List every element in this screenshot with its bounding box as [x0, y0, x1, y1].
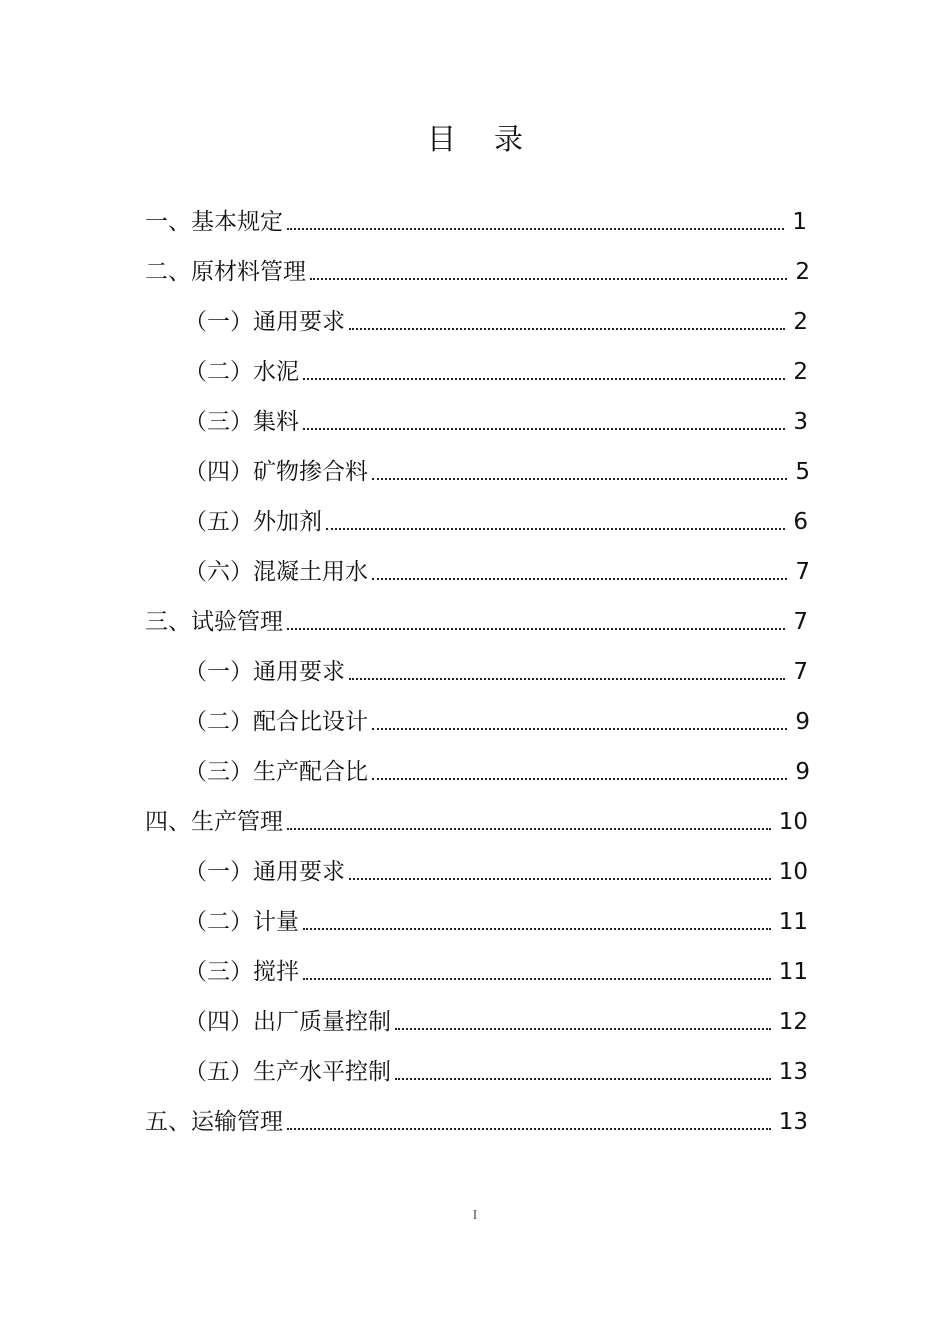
dot-leader	[395, 1076, 771, 1080]
toc-entry[interactable]	[184, 840, 808, 890]
dot-leader	[287, 626, 785, 630]
dot-leader	[326, 526, 785, 530]
toc-entry-page: 6	[793, 509, 808, 535]
dot-leader	[372, 476, 787, 480]
toc-entry-page: 9	[795, 709, 810, 735]
dot-leader	[372, 726, 787, 730]
toc-entry[interactable]	[184, 440, 810, 490]
toc-entry-page: 13	[778, 1059, 808, 1085]
dot-leader	[395, 1026, 771, 1030]
toc-entry[interactable]	[145, 790, 808, 840]
toc-entry[interactable]	[184, 940, 808, 990]
toc-entry-page: 11	[778, 959, 808, 985]
dot-leader	[303, 976, 771, 980]
toc-entry-page: 11	[778, 909, 808, 935]
toc-entry-label: （二）水泥	[184, 359, 299, 385]
toc-entry-page: 5	[795, 459, 810, 485]
dot-leader	[372, 776, 787, 780]
toc-entry-label: （一）通用要求	[184, 859, 345, 885]
toc-entry-page: 13	[778, 1109, 808, 1135]
toc-entry[interactable]	[184, 640, 808, 690]
toc-entry-page: 10	[778, 859, 808, 885]
toc-entry-label: （一）通用要求	[184, 659, 345, 685]
toc-entry-label: 二、原材料管理	[145, 259, 306, 285]
page-number-marker: I	[472, 1208, 478, 1223]
toc-entry-label: 五、运输管理	[145, 1109, 283, 1135]
toc-entry[interactable]	[145, 240, 810, 290]
dot-leader	[303, 376, 785, 380]
toc-entry-label: （五）生产水平控制	[184, 1059, 391, 1085]
toc-entry-label: 四、生产管理	[145, 809, 283, 835]
toc-entry-label: （六）混凝土用水	[184, 559, 368, 585]
toc-entry-label: （四）出厂质量控制	[184, 1009, 391, 1035]
dot-leader	[287, 1126, 771, 1130]
toc-entry-label: （一）通用要求	[184, 309, 345, 335]
dot-leader	[303, 926, 771, 930]
toc-entry-page: 7	[795, 559, 810, 585]
toc-entry[interactable]	[145, 590, 808, 640]
dot-leader	[349, 876, 771, 880]
toc-entry-label: 一、基本规定	[145, 209, 283, 235]
toc-entry[interactable]	[184, 340, 808, 390]
toc-entry[interactable]	[184, 490, 808, 540]
toc-entry[interactable]	[145, 190, 807, 240]
toc-entry-page: 7	[793, 609, 808, 635]
dot-leader	[349, 326, 785, 330]
toc-entry[interactable]	[184, 890, 808, 940]
page-title: 目录	[426, 122, 561, 156]
toc-entry-label: （三）生产配合比	[184, 759, 368, 785]
toc-entry[interactable]	[184, 740, 810, 790]
toc-entry-label: （五）外加剂	[184, 509, 322, 535]
toc-entry[interactable]	[184, 390, 808, 440]
dot-leader	[310, 276, 787, 280]
toc-entry-page: 2	[795, 259, 810, 285]
toc-entry-page: 3	[793, 409, 808, 435]
toc-entry-page: 1	[792, 209, 807, 235]
dot-leader	[349, 676, 785, 680]
toc-entry[interactable]	[145, 1090, 808, 1140]
toc-entry-page: 10	[778, 809, 808, 835]
toc-entry[interactable]	[184, 690, 810, 740]
toc-entry[interactable]	[184, 990, 808, 1040]
toc-entry-label: （三）集料	[184, 409, 299, 435]
toc-entry-page: 7	[793, 659, 808, 685]
toc-entry-label: 三、试验管理	[145, 609, 283, 635]
toc-entry-page: 2	[793, 359, 808, 385]
toc-entry-page: 12	[778, 1009, 808, 1035]
toc-entry-label: （二）计量	[184, 909, 299, 935]
toc-entry[interactable]	[184, 540, 810, 590]
dot-leader	[372, 576, 787, 580]
toc-entry-page: 2	[793, 309, 808, 335]
toc-entry-label: （三）搅拌	[184, 959, 299, 985]
dot-leader	[303, 426, 785, 430]
dot-leader	[287, 226, 784, 230]
dot-leader	[287, 826, 771, 830]
toc-entry[interactable]	[184, 1040, 808, 1090]
toc-entry-page: 9	[795, 759, 810, 785]
toc-entry[interactable]	[184, 290, 808, 340]
toc-entry-label: （二）配合比设计	[184, 709, 368, 735]
toc-entry-label: （四）矿物掺合料	[184, 459, 368, 485]
